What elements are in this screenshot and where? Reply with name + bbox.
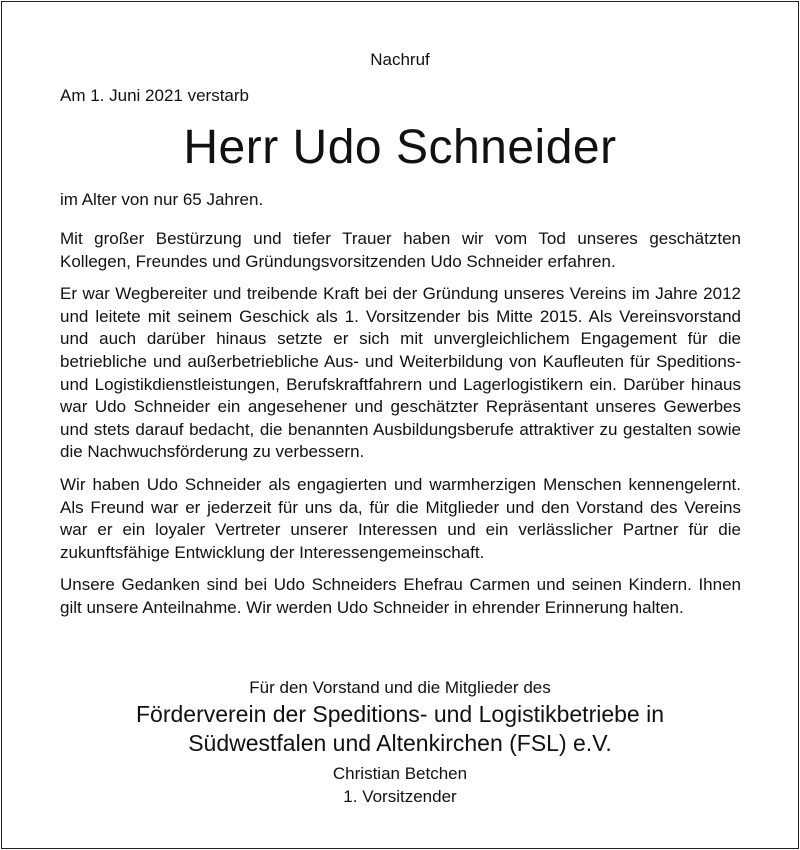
organization-name-line-2: Südwestfalen und Altenkirchen (FSL) e.V. [188,730,612,756]
body-paragraph: Er war Wegbereiter und treibende Kraft bei der Gründung unseres Vereins im Jahre 2012 und leitete mit seinem Geschick als 1. Vorsitzender bis Mitte 2015. Als Vereinsvorstand und auch darüber hinaus setzte er sich mit unvergleichlichem Engagement für die betriebliche und außerbetriebliche Aus- und Weiterbildung von Kaufleuten für Speditions- und Logistikdienstleistungen, Berufskraftfahrern und Lagerlogistikern ein. Darüber hinaus war Udo Schneider ein angesehener und geschätzter Repräsentant unseres Gewerbes und stets darauf bedacht, die benannten Ausbildungsberufe attraktiver zu gestalten sowie die Nachwuchsförderung zu verbessern. [60,284,741,462]
age-line: im Alter von nur 65 Jahren. [60,190,264,209]
notice-heading: Nachruf [370,50,430,69]
death-date-line: Am 1. Juni 2021 verstarb [60,86,249,105]
signature-block [0,676,800,808]
body-paragraph: Unsere Gedanken sind bei Udo Schneiders Ehefrau Carmen und seinen Kindern. Ihnen gilt unsere Anteilnahme. Wir werden Udo Schneider in ehrender Erinnerung halten. [60,575,741,617]
body-paragraph: Wir haben Udo Schneider als engagierten und warmherzigen Menschen kennengelernt. Als Freund war er jederzeit für uns da, für die Mitglieder und den Vorstand des Vereins war er ein loyaler Vertreter unserer Interessen und ein verlässlicher Partner für die zukunftsfähige Entwicklung der Interessengemeinschaft. [60,474,741,562]
organization-name-line-1: Förderverein der Speditions- und Logistikbetriebe in [135,701,665,727]
notice-body [60,228,741,630]
signer-role: 1. Vorsitzender [343,787,457,806]
signature-for-line: Für den Vorstand und die Mitglieder des [249,678,551,697]
body-paragraph: Mit großer Bestürzung und tiefer Trauer haben wir vom Tod unseres geschätzten Kollegen, Freundes und Gründungsvorsitzenden Udo Schneider erfahren. [60,229,741,271]
deceased-name: Herr Udo Schneider [183,121,617,174]
signer-name: Christian Betchen [332,764,468,783]
